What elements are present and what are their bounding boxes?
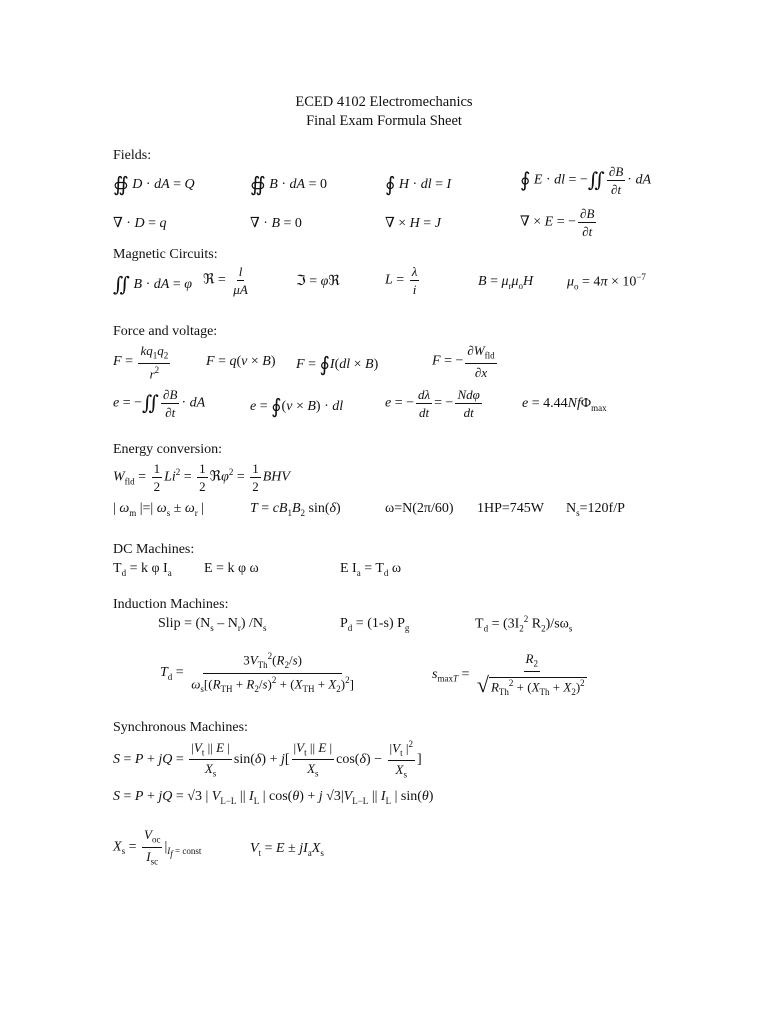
formula-dc-torque: $T_d = k$ φ $I_a$	[113, 561, 172, 578]
section-heading-fields: Fields:	[113, 148, 152, 163]
section-heading-induction: Induction Machines:	[113, 597, 229, 612]
section-heading-dc: DC Machines:	[113, 542, 195, 557]
formula-mu0: $\mu_o = 4\pi \times 10^{-7}$	[567, 272, 646, 292]
formula-b-h: $B = \mu_r\mu_oH$	[478, 274, 534, 291]
formula-emf-motional: e = ∮(v × B) · dl	[250, 396, 344, 418]
formula-gauss-magnetic: ∯ B · dA = 0	[250, 174, 327, 196]
pd-expr: = (1-s) P	[352, 616, 405, 631]
section-heading-energy: Energy conversion:	[113, 442, 222, 457]
pd-symbol: P	[340, 616, 348, 631]
formula-torque-angle: $T = cB_1B_2$ sin(δ)	[250, 501, 341, 518]
dc-power-lhs: E I	[340, 561, 357, 576]
td-part-d: )/sω	[545, 616, 569, 632]
formula-dev-power: $P_d = (1-s)$ $P_g$	[340, 616, 410, 633]
formula-dev-torque-simple: $T_d = (3I_2^2$ $R_2)/s\omega_s$	[475, 614, 573, 634]
formula-dc-power: E $I_a = T_d$ ω	[340, 561, 402, 578]
sync-speed-expr: =120f/P	[579, 501, 625, 516]
formula-ampere: ∮ H · dl = I	[385, 174, 452, 196]
formula-div-b: ∇ · B = 0	[250, 216, 302, 231]
formula-omega-rpm: ω=N(2π/60)	[385, 501, 454, 516]
formula-flux: ∬ B · dA = φ	[113, 274, 192, 296]
formula-slip-max-torque: $s_{maxT}$ = $\frac{R_2}{√ R_{Th}^2 + (X_{Th} + X_2)^2}$	[432, 651, 585, 698]
formula-coulomb: F = $\frac{kq_1q_2}{r^2}$	[113, 343, 169, 381]
sync-speed-symbol: N	[566, 501, 577, 516]
formula-curl-e: ∇ × E = − $\frac{\partial B}{\partial t}$	[520, 206, 595, 239]
formula-terminal-voltage: $V_t = E \pm jI_aX_s$	[250, 841, 324, 858]
formula-curl-h: ∇ × H = J	[385, 216, 441, 231]
formula-complex-power-line: S = P + jQ = √3 | $V_{L-L}$ || $I_L$ | cos(θ) + j $√3|V_{L-L}$ || $I_L$ | sin(θ)	[113, 789, 434, 806]
formula-mech-speed: | $\omega_m$ |=| $\omega_s \pm \omega_r$ |	[113, 501, 205, 518]
dc-torque-symbol: T	[113, 561, 122, 576]
formula-div-d: ∇ · D = q	[113, 216, 167, 231]
td-part-c: R	[528, 616, 542, 632]
formula-force-energy: F = − $\frac{\partial W_{fld}}{\partial x}$	[432, 343, 495, 380]
section-heading-force: Force and voltage:	[113, 324, 218, 339]
formula-inductance: L = $\frac{\lambda}{i}$	[385, 264, 418, 297]
td-part-b: = (3I	[488, 616, 520, 632]
formula-lorentz: F = q(v × B)	[206, 354, 276, 369]
slip-part-a: Slip = (N	[158, 616, 211, 631]
document-title: ECED 4102 Electromechanics	[295, 94, 473, 110]
section-heading-synchronous: Synchronous Machines:	[113, 720, 248, 735]
formula-force-wire: F = ∮I(dl × B)	[296, 354, 379, 376]
document-subtitle: Final Exam Formula Sheet	[306, 113, 462, 129]
formula-sync-speed: $N_s=120f/P$	[566, 501, 625, 518]
formula-sync-reactance: $X_s$ = $\frac{V_{oc}}{I_{sc}}$ $|_{I_f = const}$	[113, 827, 202, 867]
formula-emf-flux-linkage: e = − $\frac{d\lambda}{dt}$ = − $\frac{\text{Ndφ}}{dt}$	[385, 387, 480, 420]
slip-part-b: – N	[213, 616, 238, 631]
formula-mmf: ℑ = φℜ	[296, 274, 340, 289]
formula-reluctance: ℜ = $\frac{l}{\mu A}$	[203, 264, 248, 297]
formula-horsepower: 1HP=745W	[477, 501, 545, 516]
formula-slip: Slip = $(N_s - N_r)$ $/N_s$	[158, 616, 267, 633]
formula-gauss-electric: ∯ D · dA = Q	[113, 174, 195, 196]
formula-dc-emf: E = k φ ω	[204, 561, 259, 576]
formula-complex-power-vi: S = P + jQ = $\frac{|V_t || E |}{X_s}$ sin(δ) + j[ $\frac{|V_t || E |}{X_s}$ cos(δ) − $\frac{|V_t |^2}{X_s}$ ]	[113, 739, 422, 780]
formula-field-energy: $W_{fld}$ = $\frac{1}{2}$ $Li^2$ = $\frac{1}{2}$ ℜφ$^2$ = $\frac{1}{2}$ BHV	[113, 461, 290, 494]
slip-part-c: ) /N	[240, 616, 264, 631]
td-symbol: T	[475, 616, 484, 632]
formula-emf-transformer: e = −∬ $\frac{\partial B}{\partial t}$ · dA	[113, 387, 206, 420]
section-heading-magnetic: Magnetic Circuits:	[113, 247, 218, 262]
formula-induction-torque: $T_d$ = $\frac{3V_{Th}^2(R_2/s)}{\omega_s[(R_{TH} + R_2/s)^2 + (X_{TH} + X_2)^2]}$	[160, 651, 354, 694]
formula-emf-rms: e = 4.44NfΦ$_{max}$	[522, 396, 607, 413]
formula-faraday-integral: ∮ E · dl = −∬ $\frac{\partial B}{\partial t}$ · dA	[520, 164, 651, 197]
